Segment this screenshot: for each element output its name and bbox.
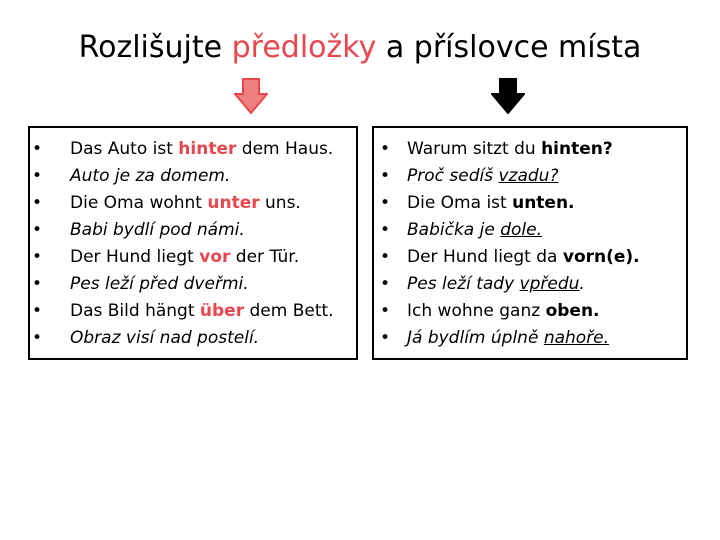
item-text: Pes leží před dveřmi. [70, 274, 249, 294]
list-item [30, 298, 356, 325]
list-item [374, 136, 686, 163]
item-text: Das Auto ist [70, 139, 179, 159]
title-after: a příslovce místa [376, 30, 642, 65]
item-text: Das Bild hängt [70, 301, 200, 321]
page-title [0, 26, 720, 70]
bullet: • [379, 139, 391, 159]
item-text: Proč sedíš [407, 166, 499, 186]
adverb-word: vorn(e). [562, 247, 640, 267]
adverb-word: vzadu? [498, 166, 559, 186]
bullet: • [379, 220, 391, 240]
list-item [374, 325, 686, 352]
preposition-word: unter [207, 193, 260, 213]
bullet: • [379, 301, 391, 321]
bullet: • [31, 166, 43, 186]
bullet: • [31, 139, 43, 159]
preposition-word: hinter [178, 139, 237, 159]
title-highlight: předložky [231, 30, 377, 65]
item-text: Pes leží tady [407, 274, 520, 294]
bullet: • [379, 274, 391, 294]
bullet: • [379, 247, 391, 267]
item-text: Die Oma ist [407, 193, 513, 213]
adverb-word: oben. [545, 301, 600, 321]
bullet: • [31, 301, 43, 321]
item-text: Die Oma wohnt [70, 193, 208, 213]
item-text: der Tür. [230, 247, 300, 267]
item-text: Babička je [407, 220, 501, 240]
adverb-word: nahoře. [543, 328, 610, 348]
item-text: Ich wohne ganz [407, 301, 546, 321]
adverbs-box [372, 126, 688, 360]
list-item [374, 244, 686, 271]
list-item [374, 217, 686, 244]
item-text: Warum sitzt du [407, 139, 542, 159]
list-item [30, 190, 356, 217]
arrow-down-icon [491, 78, 525, 114]
arrow-down-icon [234, 78, 268, 114]
bullet: • [31, 328, 43, 348]
bullet: • [379, 328, 391, 348]
prepositions-list [30, 136, 356, 352]
bullet: • [31, 247, 43, 267]
adverb-word: vpředu [519, 274, 580, 294]
list-item [374, 298, 686, 325]
adverb-word: unten. [512, 193, 575, 213]
item-text: Der Hund liegt [70, 247, 200, 267]
list-item [374, 271, 686, 298]
item-text: dem Bett. [244, 301, 334, 321]
bullet: • [31, 193, 43, 213]
item-text: Auto je za domem. [70, 166, 231, 186]
item-text: Babi bydlí pod námi. [70, 220, 245, 240]
item-text: Obraz visí nad postelí. [70, 328, 260, 348]
bullet: • [379, 166, 391, 186]
preposition-word: vor [199, 247, 231, 267]
adverbs-list [374, 136, 686, 352]
bullet: • [31, 274, 43, 294]
list-item [374, 163, 686, 190]
title-before: Rozlišujte [78, 30, 232, 65]
list-item [30, 217, 356, 244]
adverb-word: hinten? [541, 139, 613, 159]
item-text: Já bydlím úplně [407, 328, 544, 348]
list-item [30, 271, 356, 298]
item-text: dem Haus. [236, 139, 334, 159]
item-text: uns. [259, 193, 301, 213]
list-item [30, 244, 356, 271]
adverb-word: dole. [500, 220, 542, 240]
preposition-word: über [199, 301, 245, 321]
item-text: Der Hund liegt da [407, 247, 563, 267]
list-item [30, 163, 356, 190]
list-item [30, 325, 356, 352]
prepositions-box [28, 126, 358, 360]
list-item [374, 190, 686, 217]
bullet: • [379, 193, 391, 213]
item-text: . [579, 274, 585, 294]
list-item [30, 136, 356, 163]
bullet: • [31, 220, 43, 240]
